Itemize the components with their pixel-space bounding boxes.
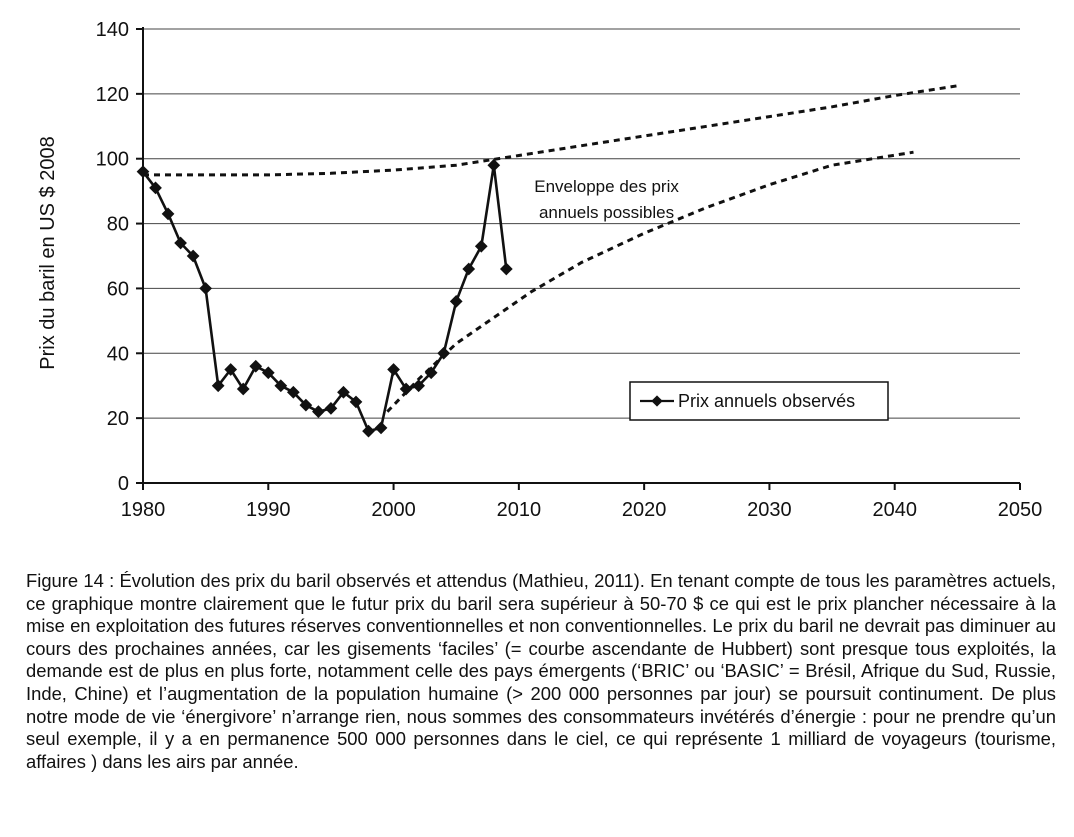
x-tick-label: 2050 xyxy=(997,499,1043,521)
y-tick-label: 120 xyxy=(95,83,129,106)
y-tick-label: 60 xyxy=(106,278,129,301)
grid-lines xyxy=(143,29,1020,418)
x-tick-label: 1990 xyxy=(246,499,291,521)
annotation xyxy=(534,177,679,222)
x-tick-label: 2000 xyxy=(371,499,416,521)
x-tick-label: 2020 xyxy=(621,499,667,521)
y-tick-label: 140 xyxy=(95,19,129,41)
observed-price-marker xyxy=(462,263,475,276)
observed-price-marker xyxy=(387,363,400,376)
legend-label: Prix annuels observés xyxy=(678,391,856,411)
x-tick-label: 2040 xyxy=(872,499,917,521)
legend xyxy=(630,382,888,420)
x-tick-label: 2010 xyxy=(496,499,542,521)
observed-price-marker xyxy=(450,295,463,308)
observed-price-marker xyxy=(249,360,262,373)
x-tick-label: 2030 xyxy=(747,499,792,521)
y-tick-label: 40 xyxy=(106,343,129,366)
observed-price-marker xyxy=(362,425,375,438)
y-axis-ticks xyxy=(96,19,143,495)
figure-caption: Figure 14 : Évolution des prix du baril observés et attendus (Mathieu, 2011). En tenant compte de tous les paramètres actuels, ce graphique montre clairement que le futur prix du baril sera supérieur à 50-70 $ ce qui est le prix plancher nécessaire à la mise en exploitation des futures réserves conventionnelles et non conventionnelles. Le prix du baril ne devrait pas diminuer au cours des prochaines années, car les gisements ‘faciles’ (= courbe ascendante de Hubbert) sont presque tous exploités, la demande est de plus en plus forte, notamment celle des pays émergents (‘BRIC’ ou ‘BASIC’ = Brésil, Afrique du Sud, Russie, Inde, Chine) et l’augmentation de la population humaine (> 200 000 personnes par jour) se poursuit continument. De plus notre mode de vie ‘énergivore’ n’arrange rien, nous sommes des consommateurs invétérés d’énergie : pour ne prendre qu’un seul exemple, il y a en permanence 500 000 personnes dans le ciel, ce qui représente 1 milliard de voyageurs (tourisme, affaires ) dans les airs par année. xyxy=(26,570,1056,772)
observed-price-marker xyxy=(162,207,175,220)
y-axis-title: Prix du baril en US $ 2008 xyxy=(37,136,59,370)
observed-price-line xyxy=(143,165,506,431)
annotation-line: annuels possibles xyxy=(538,202,675,222)
observed-price-marker xyxy=(500,263,513,276)
observed-price-marker xyxy=(375,422,388,435)
y-tick-label: 20 xyxy=(106,408,129,431)
observed-price-marker xyxy=(199,282,212,295)
y-tick-label: 100 xyxy=(95,148,129,171)
x-axis-ticks xyxy=(121,483,1043,521)
envelope-curve-1 xyxy=(143,86,957,175)
envelope-annotation xyxy=(534,177,679,222)
observed-price-marker xyxy=(437,347,450,360)
y-tick-label: 0 xyxy=(117,473,129,495)
annotation-line: Enveloppe des prix xyxy=(534,176,679,196)
observed-price-marker xyxy=(312,405,325,418)
observed-price-marker xyxy=(475,240,488,253)
x-tick-label: 1980 xyxy=(120,499,166,521)
y-tick-label: 80 xyxy=(106,213,129,236)
